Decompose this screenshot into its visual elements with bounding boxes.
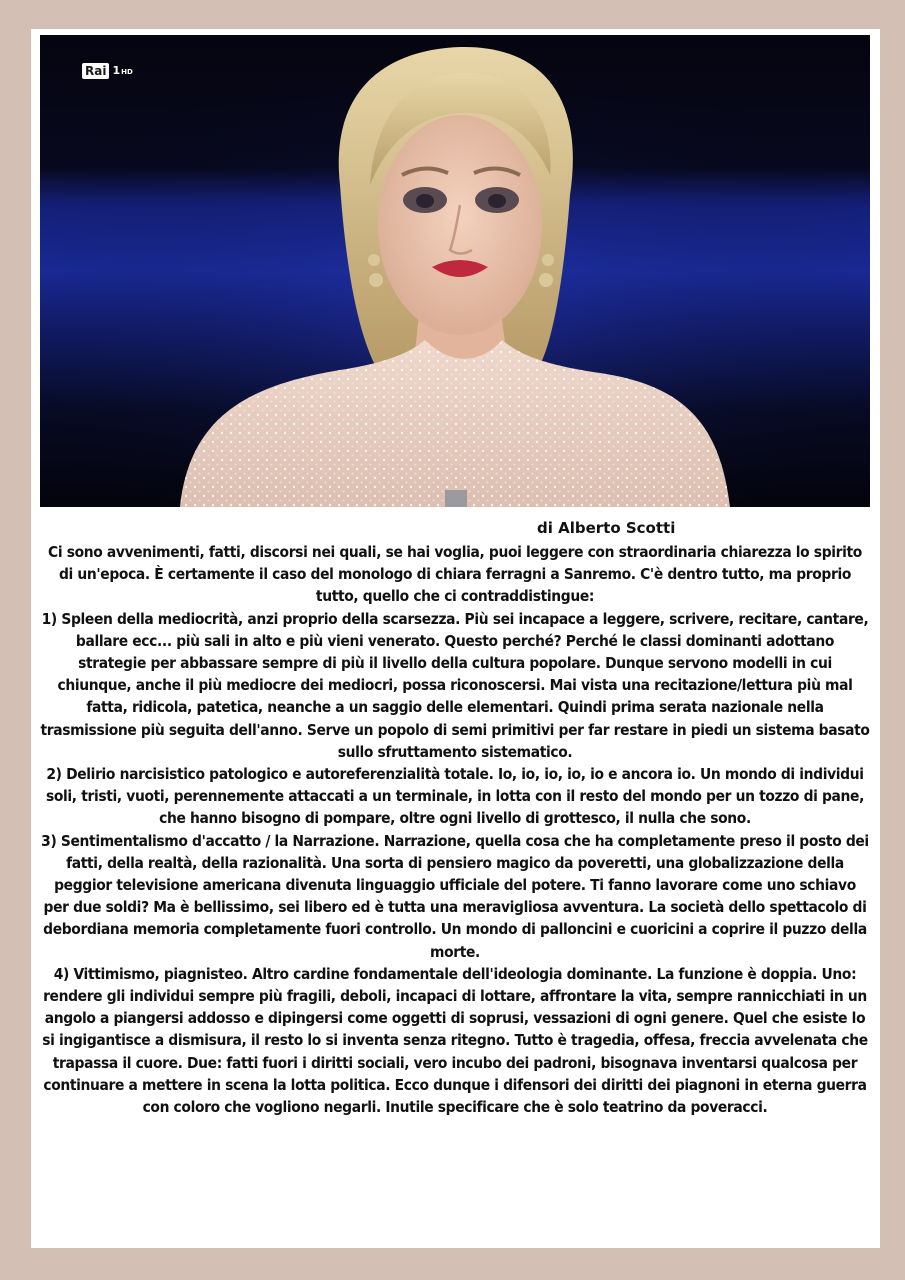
paragraph-point-4: 4) Vittimismo, piagnisteo. Altro cardine fondamentale dell'ideologia dominante. La funzione è doppia. Uno: rendere gli individui sempre più fragili, deboli, incapaci di lottare, affrontare la vita, sempre rannicchiati in un angolo a piangersi addosso e dipingersi come oggetti di soprusi, vessazioni di ogni genere. Quel che esiste lo si ingigantisce a dismisura, il resto lo si inventa senza ritegno. Tutto è tragedia, offesa, freccia avvelenata che trapassa il cuore. Due: fatti fuori i diritti sociali, vero incubo dei padroni, bisognava inventarsi qualcosa per continuare a mettere in scena la lotta politica. Ecco dunque i difensori dei diritti dei piagnoni in eterna guerra con coloro che vogliono negarli. Inutile specificare che è solo teatrino da poveracci. (42, 964, 868, 1117)
paragraph-point-2: 2) Delirio narcisistico patologico e autoreferenzialità totale. Io, io, io, io, io e ancora io. Un mondo di individui soli, tristi, vuoti, perennemente attaccati a un terminale, in lotta con il resto del mondo per un tozzo di pane, che hanno bisogno di pompare, oltre ogni livello di grottesco, il nulla che sono. (45, 765, 865, 828)
rai-logo-text: Rai (82, 63, 109, 79)
portrait-photo (40, 35, 870, 507)
channel-logo (82, 63, 133, 79)
portrait-illustration (40, 35, 870, 507)
channel-number: 1HD (112, 63, 133, 77)
paragraph-point-3: 3) Sentimentalismo d'accatto / la Narrazione. Narrazione, quella cosa che ha completamente preso il posto dei fatti, della realtà, della razionalità. Una sorta di pensiero magico da poveretti, una globalizzazione della peggior televisione americana divenuta linguaggio ufficiale del potere. Ti fanno lavorare come uno schiavo per due soldi? Ma è bellissimo, sei libero ed è tutta una meravigliosa avventura. La società dello spettacolo di debordiana memoria completamente fuori controllo. Un mondo di palloncini e cuoricini a coprire il puzzo della morte. (41, 831, 869, 961)
paragraph-point-1: 1) Spleen della mediocrità, anzi proprio della scarsezza. Più sei incapace a leggere, scrivere, recitare, cantare, ballare ecc... più sali in alto e più vieni venerato. Questo perché? Perché le classi dominanti adottano strategie per abbassare sempre di più il livello della cultura popolare. Dunque servono modelli in cui chiunque, anche il più mediocre dei mediocri, possa riconoscersi. Mai vista una recitazione/lettura più mal fatta, ridicola, patetica, neanche a un saggio delle elementari. Quindi prima serata nazionale nella trasmissione più seguita dell'anno. Serve un popolo di semi primitivi per far restare in piedi un sistema basato sullo sfruttamento sistematico. (40, 609, 870, 761)
author-byline: di Alberto Scotti (537, 519, 676, 537)
paragraph-intro: Ci sono avvenimenti, fatti, discorsi nei quali, se hai voglia, puoi leggere con straordinaria chiarezza lo spirito di un'epoca. È certamente il caso del monologo di chiara ferragni a Sanremo. C'è dentro tutto, ma proprio tutto, quello che ci contraddistingue: (48, 543, 862, 606)
article-body (40, 541, 870, 1118)
